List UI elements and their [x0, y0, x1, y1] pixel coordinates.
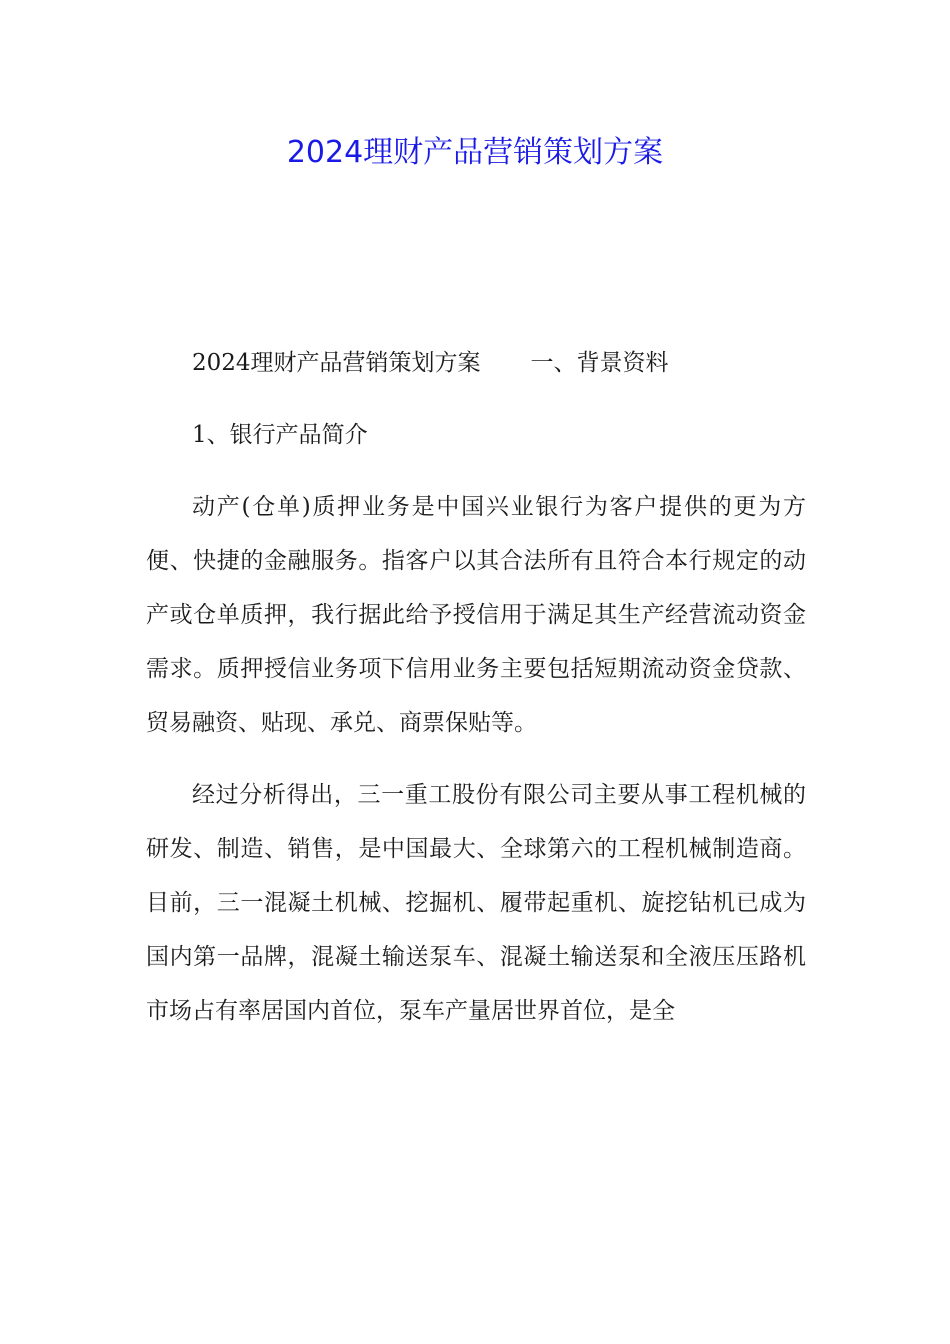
document-body [146, 336, 806, 1056]
heading-line-part1: 2024理财产品营销策划方案 [192, 350, 481, 376]
document-title: 2024理财产品营销策划方案 [286, 135, 664, 170]
paragraph-2: 经过分析得出，三一重工股份有限公司主要从事工程机械的研发、制造、销售，是中国最大、全球第六的工程机械制造商。目前，三一混凝土机械、挖掘机、履带起重机、旋挖钻机已成为国内第一品牌，混凝土输送泵车、混凝土输送泵和全液压压路机市场占有率居国内首位，泵车产量居世界首位，是全 [146, 782, 806, 1024]
heading-line [146, 336, 806, 390]
paragraph-1: 动产(仓单)质押业务是中国兴业银行为客户提供的更为方便、快捷的金融服务。指客户以其合法所有且符合本行规定的动产或仓单质押，我行据此给予授信用于满足其生产经营流动资金需求。质押授信业务项下信用业务主要包括短期流动资金贷款、贸易融资、贴现、承兑、商票保贴等。 [146, 494, 806, 736]
heading-line-part2: 一、背景资料 [530, 350, 669, 376]
section-title: 1、银行产品简介 [192, 422, 368, 448]
